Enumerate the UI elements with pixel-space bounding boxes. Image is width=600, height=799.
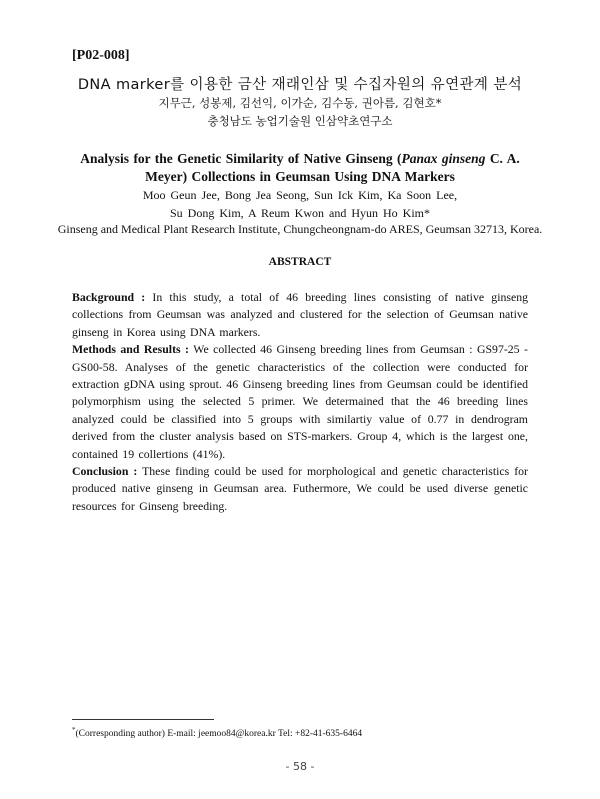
abstract-body: [72, 289, 528, 515]
footnote-marker: *: [72, 726, 76, 734]
korean-affiliation: 충청남도 농업기술원 인삼약초연구소: [207, 114, 393, 128]
korean-title: DNA marker를 이용한 금산 재래인삼 및 수집자원의 유연관계 분석: [77, 77, 523, 93]
methods-label: Methods and Results :: [72, 342, 189, 357]
poster-id: [P02-008]: [72, 48, 130, 63]
footnote-text: (Corresponding author) E-mail: jeemoo84@korea.kr Tel: +82-41-635-6464: [75, 729, 363, 740]
methods-paragraph: [72, 341, 528, 463]
english-title: [72, 150, 528, 186]
abstract-heading: ABSTRACT: [268, 256, 332, 268]
english-affiliation: Ginseng and Medical Plant Research Institute, Chungcheongnam-do ARES, Geumsan 32713, Korea.: [57, 222, 543, 236]
english-authors-line2: Su Dong Kim, A Reum Kwon and Hyun Ho Kim*: [169, 206, 430, 220]
background-label: Background :: [72, 290, 146, 304]
conclusion-text: These finding could be used for morphological and genetic characteristics for produced native ginseng in Geumsan area. Futhermore, We could be used diverse genetic resources for Ginseng breeding.: [72, 464, 528, 513]
footnote-divider: [72, 719, 214, 720]
english-authors: [0, 186, 600, 222]
english-title-part2: C. A. Meyer) Collections in Geumsan Using DNA Markers: [145, 151, 520, 184]
english-title-species: Panax ginseng: [401, 151, 486, 166]
conclusion-paragraph: [72, 463, 528, 515]
background-text: In this study, a total of 46 breeding lines consisting of native ginseng collections from Geumsan was analyzed and clustered for the selection of Geumsan native ginseng in Korea using DNA markers.: [72, 290, 528, 339]
background-paragraph: [72, 289, 528, 341]
footnote: [72, 726, 362, 739]
english-title-part1: Analysis for the Genetic Similarity of Native Ginseng (: [80, 151, 402, 166]
korean-authors: 지무근, 성봉제, 김선익, 이가순, 김수동, 권아름, 김현호*: [158, 96, 442, 110]
page-number: - 58 -: [285, 760, 315, 773]
english-authors-line1: Moo Geun Jee, Bong Jea Seong, Sun Ick Kim, Ka Soon Lee,: [142, 188, 458, 202]
methods-text: We collected 46 Ginseng breeding lines from Geumsan : GS97-25 - GS00-58. Analyses of the genetic characteristics of the collection were conducted for extraction gDNA using sprout. 46 Ginseng breeding lines from Geumsan could be identified polymorphism using the selected 5 primer. We determained that the 46 breeding lines analyzed could be classified into 5 groups with similartiy value of 0.77 in dendrogram derived from the cluster analysis based on STS-markers. Group 4, which is the largest one, contained 19 collertions (41%).: [72, 342, 528, 461]
conclusion-label: Conclusion :: [72, 464, 138, 479]
